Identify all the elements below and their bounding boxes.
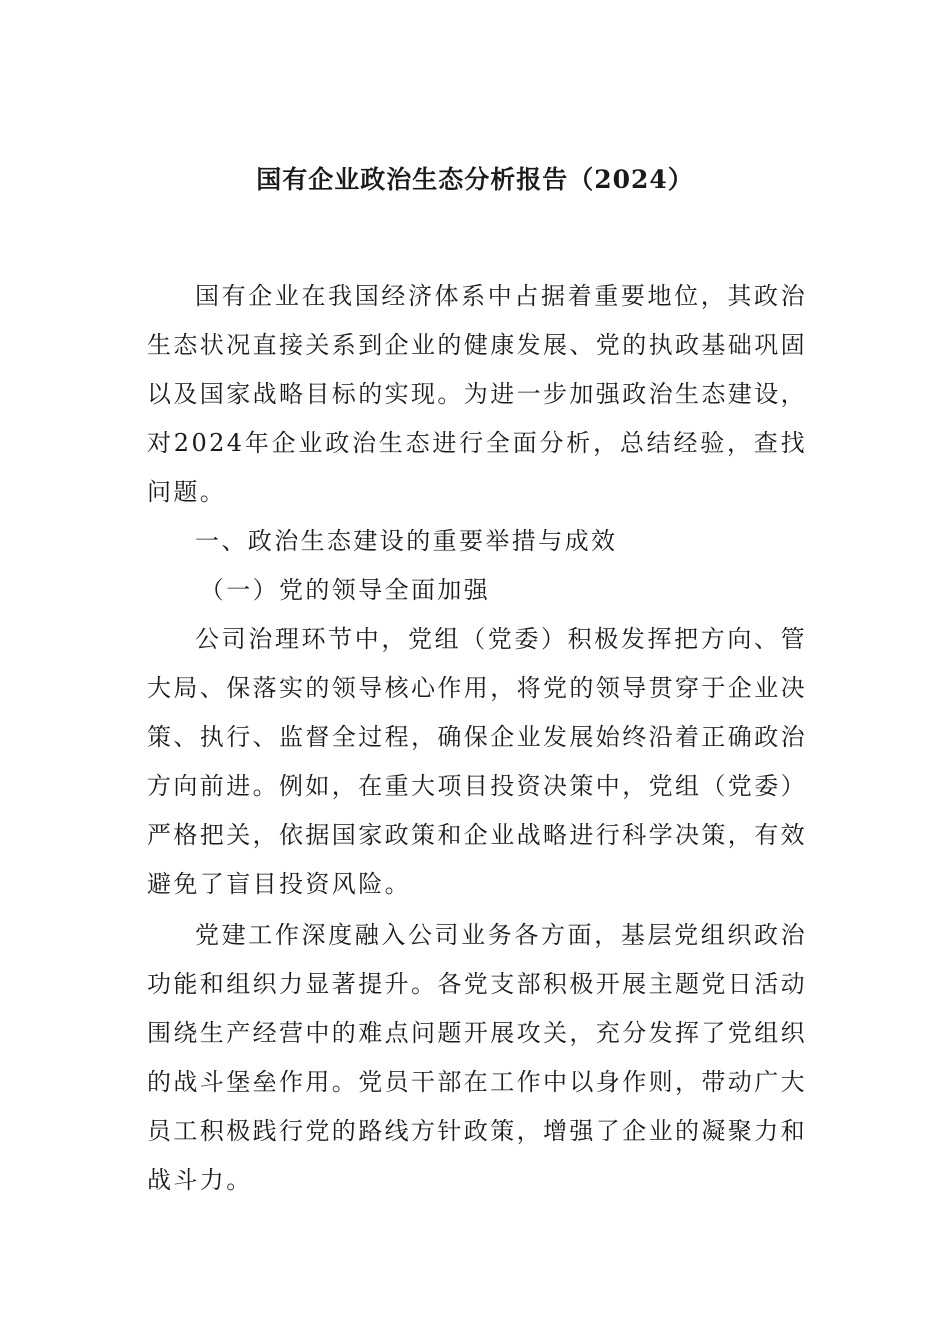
document-body — [147, 272, 807, 1205]
body-paragraph-2: 党建工作深度融入公司业务各方面，基层党组织政治功能和组织力显著提升。各党支部积极开展主题党日活动围绕生产经营中的难点问题开展攻关，充分发挥了党组织的战斗堡垒作用。党员干部在工作中以身作则，带动广大员工积极践行党的路线方针政策，增强了企业的凝聚力和战斗力。 — [147, 921, 807, 1194]
intro-paragraph: 国有企业在我国经济体系中占据着重要地位，其政治生态状况直接关系到企业的健康发展、党的执政基础巩固以及国家战略目标的实现。为进一步加强政治生态建设，对2024年企业政治生态进行全面分析，总结经验，查找问题。 — [147, 282, 807, 506]
section-heading: 一、政治生态建设的重要举措与成效 — [195, 527, 618, 555]
subsection-heading: （一）党的领导全面加强 — [199, 576, 491, 604]
body-paragraph-1: 公司治理环节中，党组（党委）积极发挥把方向、管大局、保落实的领导核心作用，将党的领导贯穿于企业决策、执行、监督全过程，确保企业发展始终沿着正确政治方向前进。例如，在重大项目投资决策中，党组（党委）严格把关，依据国家政策和企业战略进行科学决策，有效避免了盲目投资风险。 — [147, 625, 807, 898]
document-title: 国有企业政治生态分析报告（2024） — [256, 165, 694, 194]
